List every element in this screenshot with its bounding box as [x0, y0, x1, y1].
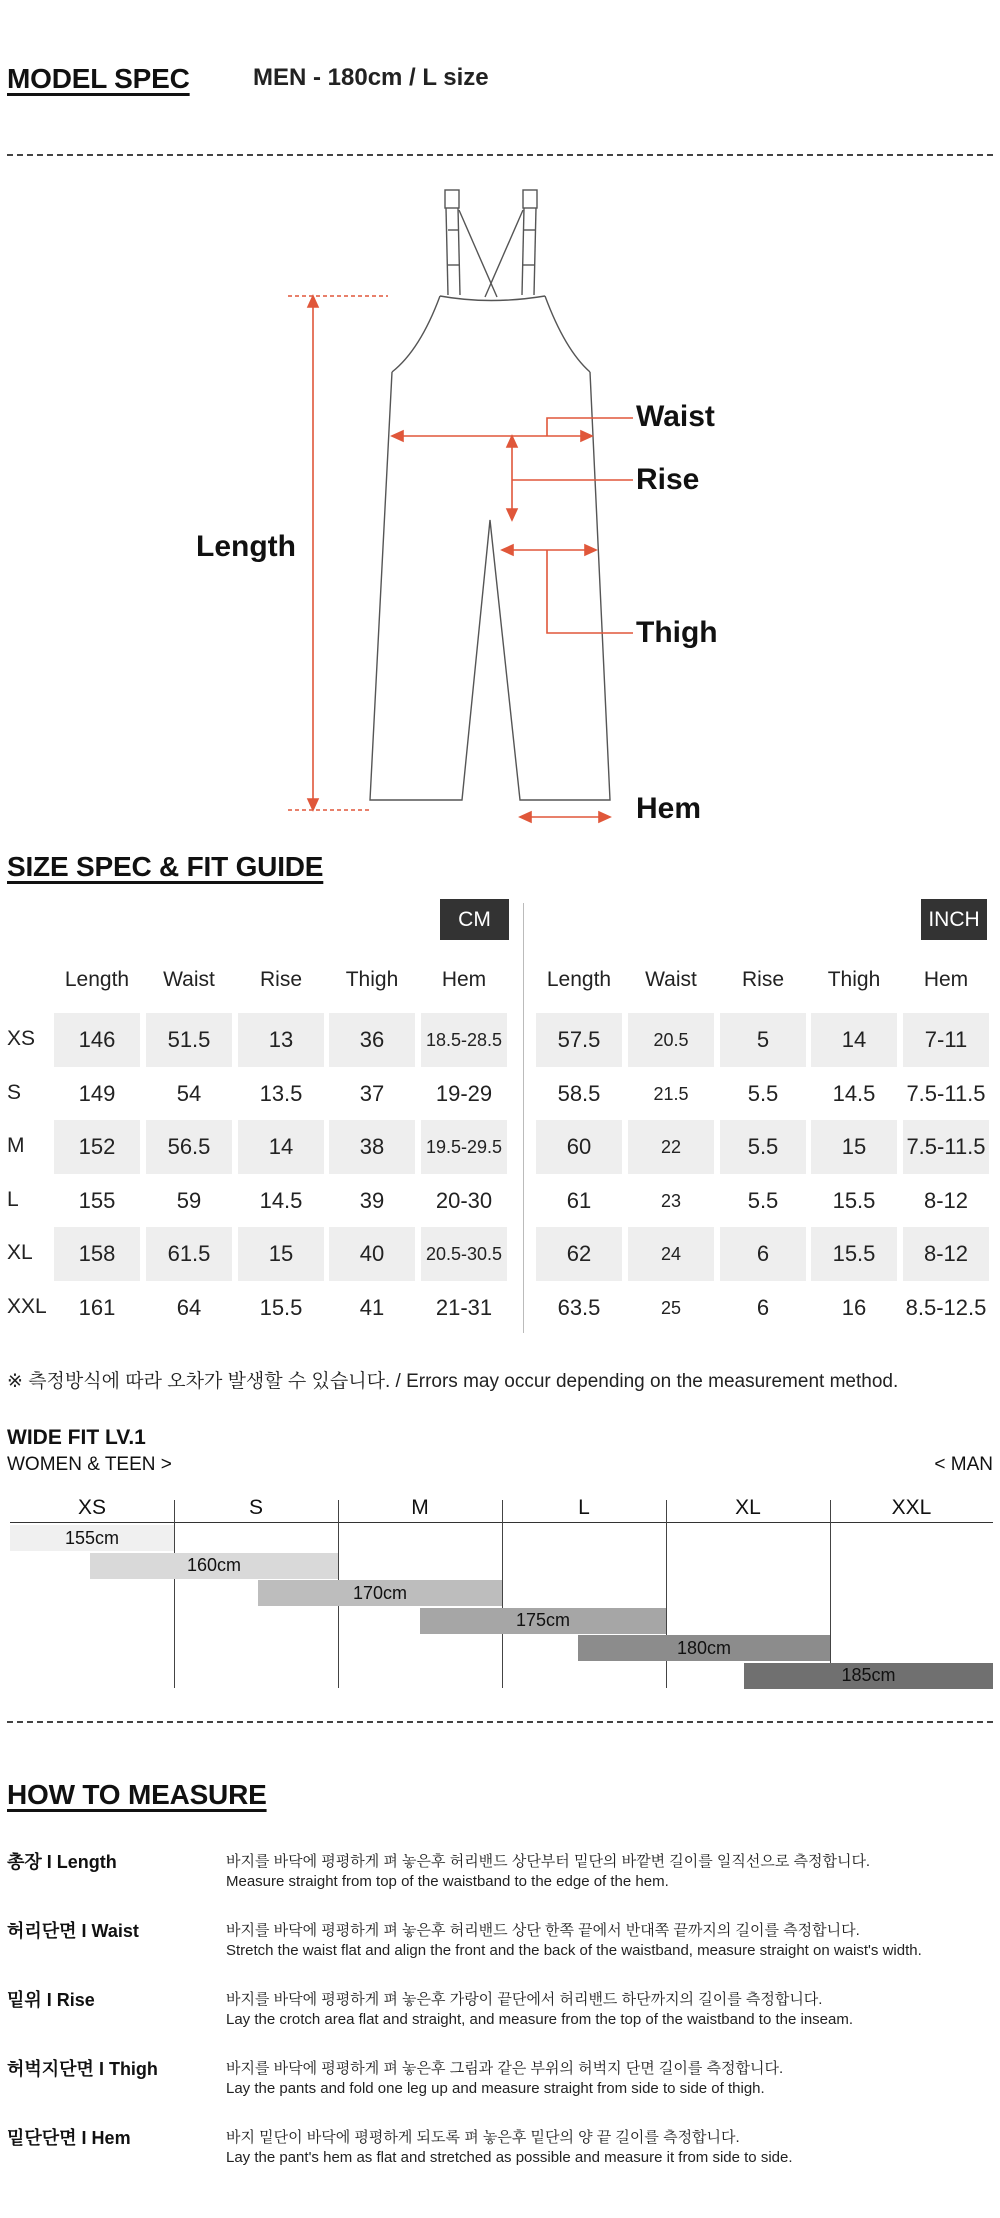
row-size-label: XXL [7, 1295, 47, 1318]
cell-inch-length: 58.5 [557, 1081, 601, 1106]
cell-cm-hem: 20.5-30.5 [421, 1227, 507, 1281]
measure-en: Measure straight from top of the waistband to the edge of the hem. [226, 1873, 669, 1890]
measure-ko: 바지를 바닥에 평평하게 펴 놓은후 그림과 같은 부위의 허벅지 단면 길이를 측정합니다. [226, 2060, 784, 2077]
col-head-inch-waist: Waist [645, 968, 697, 991]
cell-inch-rise: 6 [720, 1227, 806, 1281]
cell-cm-hem: 18.5-28.5 [421, 1013, 507, 1067]
cell-cm-rise: 14.5 [259, 1188, 303, 1213]
cell-cm-length: 155 [78, 1188, 116, 1213]
cell-cm-thigh: 40 [329, 1227, 415, 1281]
cell-cm-waist: 64 [176, 1295, 202, 1320]
measure-ko: 바지를 바닥에 평평하게 펴 놓은후 허리밴드 상단 한쪽 끝에서 반대쪽 끝까지의 길이를 측정합니다. [226, 1922, 860, 1939]
measure-name: 총장 I Length [7, 1852, 117, 1872]
thigh-label: Thigh [636, 616, 718, 649]
overalls-illustration [0, 170, 1000, 830]
fit-size-xs: XS [77, 1496, 106, 1519]
measure-ko: 바지 밑단이 바닥에 평평하게 되도록 펴 놓은후 밑단의 양 끝 길이를 측정합니다. [226, 2129, 740, 2146]
measure-ko: 바지를 바닥에 평평하게 펴 놓은후 허리밴드 상단부터 밑단의 바깥변 길이를 일직선으로 측정합니다. [226, 1853, 871, 1870]
measure-name: 허리단면 I Waist [7, 1921, 139, 1941]
cell-inch-rise: 5.5 [747, 1081, 779, 1106]
size-spec-title: SIZE SPEC & FIT GUIDE [7, 851, 324, 882]
cell-inch-length: 60 [536, 1120, 622, 1174]
model-spec-value: MEN - 180cm / L size [253, 64, 489, 91]
cell-cm-rise: 15.5 [259, 1295, 303, 1320]
cell-cm-waist: 59 [176, 1188, 202, 1213]
inch-badge: INCH [921, 899, 987, 940]
cell-inch-thigh: 15.5 [811, 1227, 897, 1281]
measure-name: 허벅지단면 I Thigh [7, 2059, 158, 2079]
cell-inch-thigh: 15 [811, 1120, 897, 1174]
model-spec-heading [7, 62, 190, 96]
fit-height-bar: 180cm [578, 1635, 830, 1661]
cell-inch-length: 57.5 [536, 1013, 622, 1067]
col-head-cm-rise: Rise [259, 968, 302, 991]
cell-inch-waist: 20.5 [628, 1013, 714, 1067]
cell-cm-waist: 51.5 [146, 1013, 232, 1067]
fit-women-label: WOMEN & TEEN > [7, 1454, 172, 1475]
col-head-cm-waist: Waist [163, 968, 215, 991]
measure-en: Lay the pant's hem as flat and stretched as possible and measure it from side to side. [226, 2149, 793, 2166]
row-size-label: XS [7, 1027, 36, 1050]
fit-divider [502, 1500, 503, 1688]
fit-height-bar: 175cm [420, 1608, 666, 1634]
cell-inch-hem: 7.5-11.5 [903, 1120, 989, 1174]
cell-inch-hem: 7.5-11.5 [906, 1081, 986, 1106]
fit-height-bar: 185cm [744, 1663, 993, 1689]
col-head-cm-length: Length [64, 968, 130, 991]
col-head-inch-thigh: Thigh [827, 968, 881, 991]
cell-cm-thigh: 37 [359, 1081, 385, 1106]
col-head-inch-length: Length [546, 968, 612, 991]
measurement-diagram [0, 170, 1000, 830]
cell-inch-waist: 25 [660, 1297, 682, 1318]
cell-cm-rise: 15 [238, 1227, 324, 1281]
cell-cm-length: 152 [54, 1120, 140, 1174]
cell-cm-length: 161 [78, 1295, 116, 1320]
fit-divider [830, 1500, 831, 1688]
cell-cm-hem: 20-30 [435, 1188, 493, 1213]
row-size-label: S [7, 1081, 22, 1104]
row-size-label: XL [7, 1241, 33, 1264]
cell-inch-waist: 22 [628, 1120, 714, 1174]
row-size-label: L [7, 1188, 19, 1211]
cell-cm-hem: 19.5-29.5 [421, 1120, 507, 1174]
fit-size-l: L [578, 1496, 590, 1519]
cell-inch-rise: 6 [756, 1295, 770, 1320]
section-divider [7, 1721, 993, 1723]
cell-cm-hem: 21-31 [435, 1295, 493, 1320]
cell-inch-thigh: 14.5 [832, 1081, 876, 1106]
fit-size-s: S [248, 1496, 263, 1519]
cell-inch-hem: 8-12 [903, 1227, 989, 1281]
cell-cm-thigh: 38 [329, 1120, 415, 1174]
cell-cm-waist: 61.5 [146, 1227, 232, 1281]
length-label: Length [196, 530, 296, 563]
cell-inch-length: 63.5 [557, 1295, 601, 1320]
row-size-label: M [7, 1134, 25, 1157]
fit-height-bar: 170cm [258, 1580, 502, 1606]
cell-inch-length: 62 [536, 1227, 622, 1281]
cell-inch-waist: 24 [628, 1227, 714, 1281]
cell-cm-rise: 13 [238, 1013, 324, 1067]
fit-title: WIDE FIT LV.1 [7, 1426, 146, 1449]
cell-inch-length: 61 [566, 1188, 592, 1213]
fit-height-bar: 155cm [10, 1525, 174, 1551]
overalls-outline [370, 190, 610, 800]
measurement-note: ※ 측정방식에 따라 오차가 발생할 수 있습니다. / Errors may occur depending on the measurement method. [7, 1371, 899, 1392]
col-head-cm-thigh: Thigh [345, 968, 399, 991]
measure-en: Lay the pants and fold one leg up and measure straight from side to side of thigh. [226, 2080, 765, 2097]
cell-inch-hem: 7-11 [903, 1013, 989, 1067]
waist-label: Waist [636, 400, 715, 433]
measure-name: 밑단단면 I Hem [7, 2128, 131, 2148]
col-head-inch-rise: Rise [741, 968, 784, 991]
col-head-cm-hem: Hem [441, 968, 487, 991]
how-to-measure-title: HOW TO MEASURE [7, 1779, 267, 1810]
cm-badge: CM [440, 899, 509, 940]
cell-inch-rise: 5 [720, 1013, 806, 1067]
hem-label: Hem [636, 792, 702, 825]
cell-inch-hem: 8-12 [923, 1188, 969, 1213]
fit-size-xl: XL [735, 1496, 761, 1519]
cell-cm-length: 158 [54, 1227, 140, 1281]
cell-cm-rise: 13.5 [259, 1081, 303, 1106]
unit-separator [523, 903, 524, 1333]
cell-cm-waist: 56.5 [146, 1120, 232, 1174]
fit-size-xxl: XXL [891, 1496, 932, 1519]
measure-en: Lay the crotch area flat and straight, and measure from the top of the waistband to the inseam. [226, 2011, 854, 2028]
cell-cm-thigh: 41 [359, 1295, 385, 1320]
cell-cm-hem: 19-29 [435, 1081, 493, 1106]
measure-ko: 바지를 바닥에 평평하게 펴 놓은후 가랑이 끝단에서 허리밴드 하단까지의 길이를 측정합니다. [226, 1991, 823, 2008]
cell-inch-thigh: 14 [811, 1013, 897, 1067]
cell-cm-thigh: 39 [359, 1188, 385, 1213]
cell-cm-thigh: 36 [329, 1013, 415, 1067]
cell-cm-waist: 54 [176, 1081, 202, 1106]
fit-size-m: M [411, 1496, 429, 1519]
section-divider [7, 154, 993, 156]
col-head-inch-hem: Hem [923, 968, 969, 991]
measure-name: 밑위 I Rise [7, 1990, 95, 2010]
cell-cm-rise: 14 [238, 1120, 324, 1174]
cell-inch-rise: 5.5 [747, 1188, 779, 1213]
cell-cm-length: 146 [54, 1013, 140, 1067]
fit-man-label: < MAN [934, 1454, 993, 1475]
fit-height-bar: 160cm [90, 1553, 338, 1579]
cell-inch-thigh: 15.5 [832, 1188, 876, 1213]
cell-cm-length: 149 [78, 1081, 116, 1106]
cell-inch-rise: 5.5 [720, 1120, 806, 1174]
measure-lines [288, 296, 633, 822]
fit-divider [174, 1500, 175, 1688]
measure-en: Stretch the waist flat and align the front and the back of the waistband, measure straight on waist's width. [226, 1942, 922, 1959]
cell-inch-thigh: 16 [841, 1295, 867, 1320]
cell-inch-waist: 23 [660, 1190, 682, 1211]
cell-inch-waist: 21.5 [653, 1083, 689, 1104]
rise-label: Rise [636, 463, 700, 496]
model-spec-title: MODEL SPEC [7, 63, 190, 94]
cell-inch-hem: 8.5-12.5 [905, 1295, 987, 1320]
